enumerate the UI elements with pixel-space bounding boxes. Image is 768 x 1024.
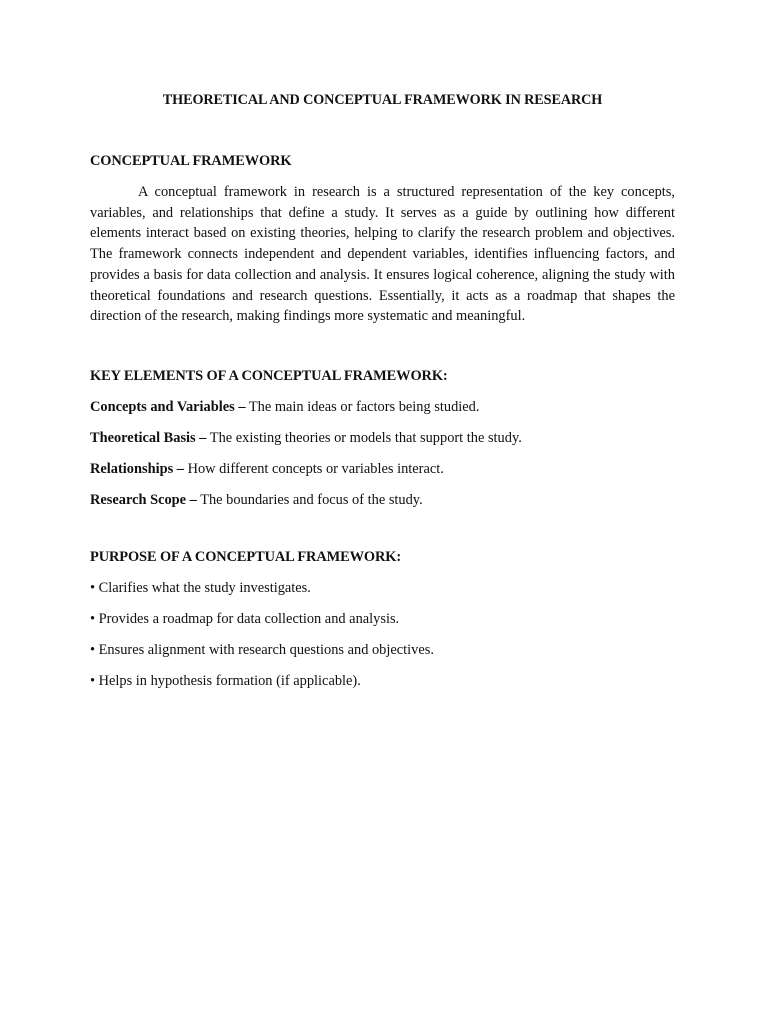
- key-element-item: [90, 460, 675, 478]
- key-element-term: Theoretical Basis –: [90, 429, 207, 446]
- key-element-description: The main ideas or factors being studied.: [245, 398, 480, 415]
- key-elements-heading: KEY ELEMENTS OF A CONCEPTUAL FRAMEWORK:: [90, 367, 448, 384]
- key-element-term: Relationships –: [90, 460, 184, 477]
- conceptual-framework-paragraph: A conceptual framework in research is a structured representation of the key concepts, variables, and relationships that define a study. It serves as a guide by outlining how different elements interact based on existing theories, helping to clarify the research problem and objectives. The framework connects independent and dependent variables, identifies influencing factors, and provides a basis for data collection and analysis. It ensures logical coherence, aligning the study with theoretical foundations and research questions. Essentially, it acts as a roadmap that shapes the direction of the research, making findings more systematic and meaningful.: [90, 184, 675, 325]
- purpose-list-item: • Provides a roadmap for data collection and analysis.: [90, 610, 400, 627]
- purpose-list-item: • Ensures alignment with research questions and objectives.: [90, 641, 434, 658]
- purpose-list-item: • Helps in hypothesis formation (if applicable).: [90, 672, 361, 689]
- purpose-list: [90, 579, 675, 690]
- document-page: [90, 92, 675, 690]
- conceptual-framework-heading: CONCEPTUAL FRAMEWORK: [90, 153, 292, 169]
- key-element-description: The boundaries and focus of the study.: [196, 491, 423, 508]
- key-element-item: [90, 429, 675, 447]
- key-element-description: The existing theories or models that support the study.: [206, 429, 522, 446]
- purpose-heading: PURPOSE OF A CONCEPTUAL FRAMEWORK:: [90, 548, 402, 565]
- key-element-term: Concepts and Variables –: [90, 398, 246, 415]
- purpose-list-item: • Clarifies what the study investigates.: [90, 579, 311, 596]
- key-element-item: [90, 491, 675, 509]
- key-element-description: How different concepts or variables interact.: [183, 460, 444, 477]
- key-elements-list: [90, 398, 675, 509]
- document-title: THEORETICAL AND CONCEPTUAL FRAMEWORK IN RESEARCH: [162, 92, 603, 108]
- key-element-item: [90, 398, 675, 416]
- key-element-term: Research Scope –: [90, 491, 197, 508]
